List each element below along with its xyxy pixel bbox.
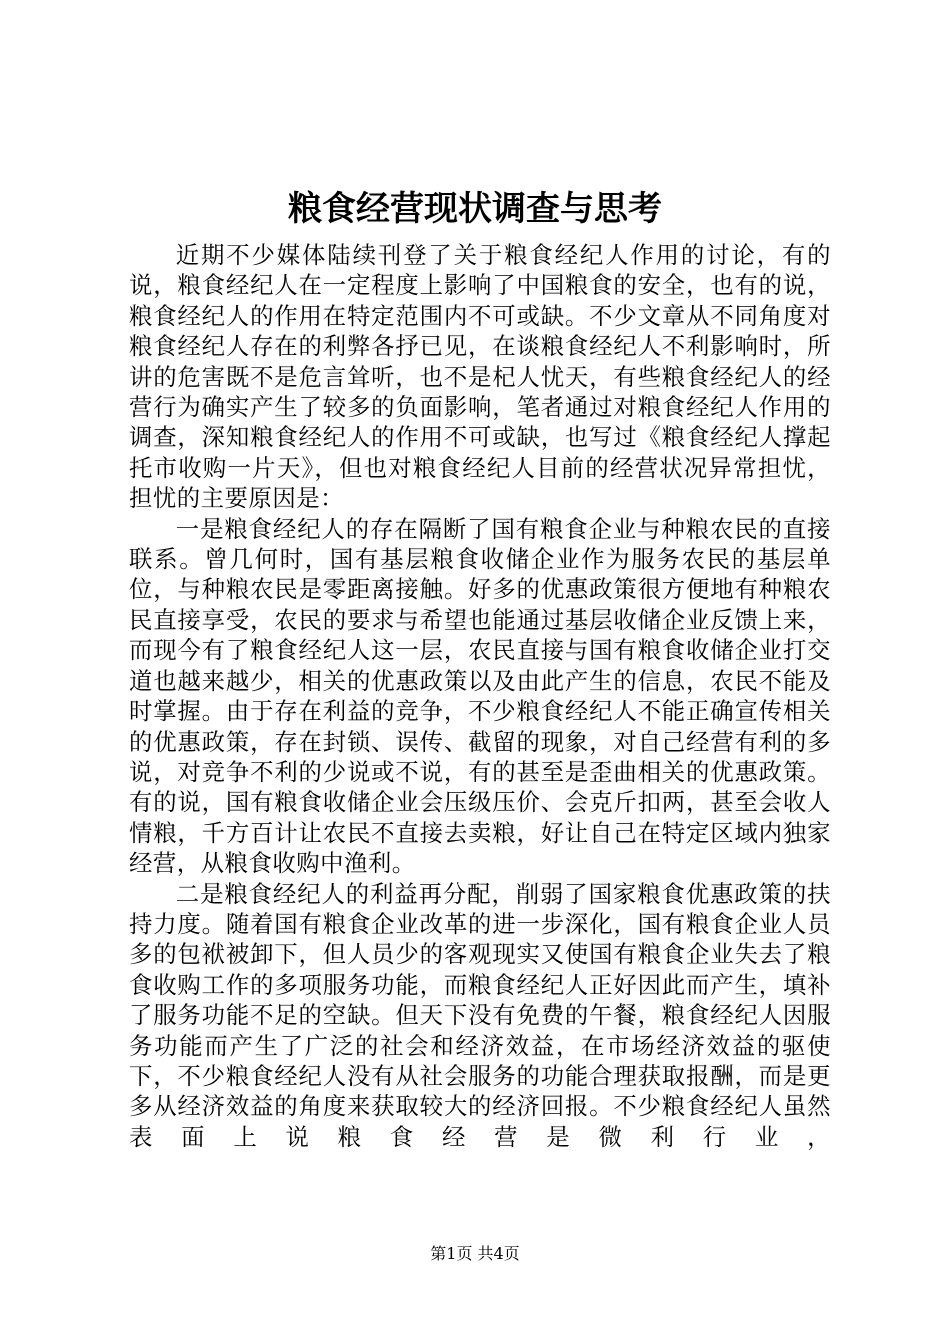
document-title: 粮食经营现状调查与思考 (288, 189, 662, 229)
paragraph-point-two: 二是粮食经纪人的利益再分配，削弱了国家粮食优惠政策的扶持力度。随着国有粮食企业改革的进一步深化，国有粮食企业人员多的包袱被卸下，但人员少的客观现实又使国有粮食企业失去了粮食收购工作的多项服务功能，而粮食经纪人正好因此而产生，填补了服务功能不足的空缺。但天下没有免费的午餐，粮食经纪人因服务功能而产生了广泛的社会和经济效益，在市场经济效益的驱使下，不少粮食经纪人没有从社会服务的功能合理获取报酬，而是更多从经济效益的角度来获取较大的经济回报。不少粮食经纪人虽然表面上说粮食经营是微利行业， (129, 879, 831, 1151)
document-body (129, 240, 831, 1152)
page-number-footer: 第1页 共4页 (430, 1244, 520, 1263)
paragraph-point-one: 一是粮食经纪人的存在隔断了国有粮食企业与种粮农民的直接联系。曾几何时，国有基层粮食收储企业作为服务农民的基层单位，与种粮农民是零距离接触。好多的优惠政策很方便地有种粮农民直接享受，农民的要求与希望也能通过基层收储企业反馈上来，而现今有了粮食经纪人这一层，农民直接与国有粮食收储企业打交道也越来越少，相关的优惠政策以及由此产生的信息，农民不能及时掌握。由于存在利益的竞争，不少粮食经纪人不能正确宣传相关的优惠政策，存在封锁、误传、截留的现象，对自己经营有利的多说，对竞争不利的少说或不说，有的甚至是歪曲相关的优惠政策。有的说，国有粮食收储企业会压级压价、会克斤扣两，甚至会收人情粮，千方百计让农民不直接去卖粮，好让自己在特定区域内独家经营，从粮食收购中渔利。 (129, 514, 831, 878)
paragraph-intro: 近期不少媒体陆续刊登了关于粮食经纪人作用的讨论，有的说，粮食经纪人在一定程度上影响了中国粮食的安全，也有的说，粮食经纪人的作用在特定范围内不可或缺。不少文章从不同角度对粮食经纪人存在的利弊各抒已见，在谈粮食经纪人不利影响时，所讲的危害既不是危言耸听，也不是杞人忧天，有些粮食经纪人的经营行为确实产生了较多的负面影响，笔者通过对粮食经纪人作用的调查，深知粮食经纪人的作用不可或缺，也写过《粮食经纪人撑起托市收购一片天》，但也对粮食经纪人目前的经营状况异常担忧，担忧的主要原因是： (129, 241, 831, 513)
